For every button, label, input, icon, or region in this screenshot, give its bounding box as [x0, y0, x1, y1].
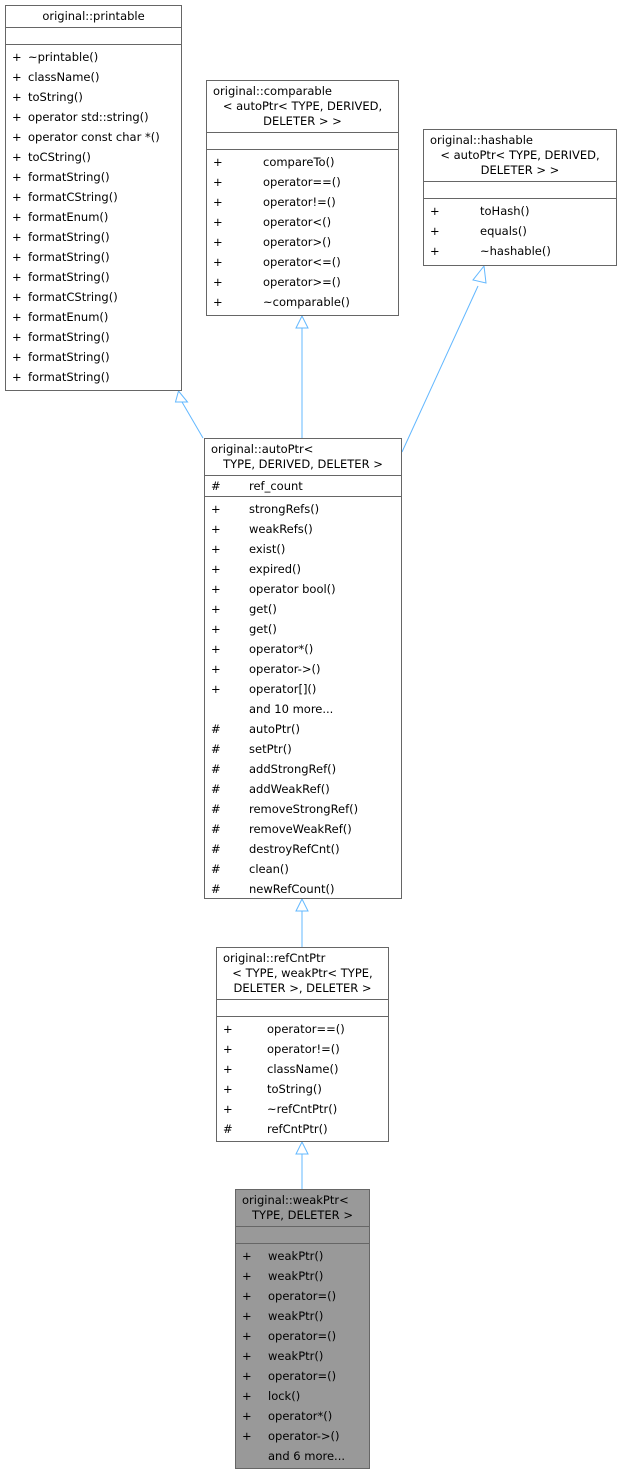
method-name: className() — [267, 1062, 339, 1076]
class-title — [424, 130, 616, 182]
visibility-marker: + — [242, 1249, 252, 1263]
visibility-marker — [211, 699, 231, 719]
method-name: strongRefs() — [249, 502, 320, 516]
visibility-marker: + — [12, 150, 22, 164]
method-row[interactable] — [205, 619, 401, 639]
visibility-marker: + — [12, 330, 22, 344]
visibility-marker: + — [12, 170, 22, 184]
method-name: newRefCount() — [249, 882, 335, 896]
method-name: ~printable() — [28, 50, 99, 64]
methods-section — [424, 199, 616, 261]
visibility-marker: + — [213, 175, 223, 189]
method-name: operator==() — [267, 1022, 345, 1036]
method-name: refCntPtr() — [267, 1122, 328, 1136]
visibility-marker: # — [211, 742, 221, 756]
visibility-marker: + — [12, 270, 22, 284]
visibility-marker: + — [12, 310, 22, 324]
visibility-marker: + — [12, 90, 22, 104]
method-name: className() — [28, 70, 100, 84]
visibility-marker: + — [211, 662, 221, 676]
method-name: formatCString() — [28, 190, 118, 204]
methods-section — [236, 1244, 369, 1466]
methods-section — [205, 497, 401, 899]
visibility-marker — [242, 1446, 256, 1466]
method-row[interactable] — [236, 1326, 369, 1346]
visibility-marker: # — [211, 882, 221, 896]
method-row[interactable] — [424, 201, 616, 221]
method-row[interactable] — [205, 559, 401, 579]
method-row[interactable] — [205, 879, 401, 899]
visibility-marker: + — [211, 582, 221, 596]
method-row[interactable] — [207, 192, 398, 212]
attributes-section — [424, 182, 616, 199]
method-row[interactable] — [205, 539, 401, 559]
visibility-marker: + — [242, 1269, 252, 1283]
method-name: autoPtr() — [249, 722, 301, 736]
method-row[interactable] — [205, 699, 401, 719]
visibility-marker: # — [211, 842, 221, 856]
arrowhead-refCntPtr — [296, 1142, 308, 1154]
class-title-line: < TYPE, weakPtr< TYPE, — [232, 966, 373, 980]
method-name: weakPtr() — [268, 1249, 324, 1263]
method-row[interactable] — [236, 1346, 369, 1366]
method-row[interactable] — [205, 859, 401, 879]
visibility-marker: # — [223, 1122, 233, 1136]
visibility-marker: + — [213, 155, 223, 169]
method-row[interactable] — [217, 1079, 388, 1099]
method-row[interactable] — [217, 1099, 388, 1119]
visibility-marker: # — [211, 862, 221, 876]
method-row[interactable] — [205, 799, 401, 819]
visibility-marker: + — [213, 295, 223, 309]
visibility-marker: # — [211, 782, 221, 796]
visibility-marker: + — [12, 50, 22, 64]
visibility-marker: + — [12, 210, 22, 224]
method-row[interactable] — [6, 327, 181, 347]
visibility-marker: + — [211, 522, 221, 536]
method-row[interactable] — [217, 1019, 388, 1039]
visibility-marker: + — [211, 602, 221, 616]
visibility-marker: + — [12, 250, 22, 264]
method-row[interactable] — [205, 779, 401, 799]
class-title-line: DELETER > > — [480, 163, 560, 177]
method-row[interactable] — [207, 152, 398, 172]
method-name: lock() — [268, 1389, 301, 1403]
method-name: toString() — [267, 1082, 322, 1096]
edge-hashable-autoPtr — [402, 286, 478, 452]
visibility-marker: + — [430, 204, 440, 218]
attributes-section — [6, 28, 181, 45]
method-row[interactable] — [205, 819, 401, 839]
methods-section — [6, 45, 181, 387]
method-row[interactable] — [236, 1366, 369, 1386]
class-autoPtr[interactable] — [204, 438, 402, 899]
method-row[interactable] — [236, 1306, 369, 1326]
method-row[interactable] — [6, 367, 181, 387]
visibility-marker: + — [213, 275, 223, 289]
class-title — [6, 6, 181, 28]
method-name: operator std::string() — [28, 110, 149, 124]
method-row[interactable] — [236, 1406, 369, 1426]
method-name: clean() — [249, 862, 289, 876]
method-name: operator->() — [249, 662, 321, 676]
class-title — [207, 81, 398, 133]
visibility-marker: + — [12, 230, 22, 244]
method-name: ~refCntPtr() — [267, 1102, 338, 1116]
method-row[interactable] — [6, 267, 181, 287]
visibility-marker: + — [213, 235, 223, 249]
visibility-marker: # — [211, 762, 221, 776]
method-row[interactable] — [205, 639, 401, 659]
visibility-marker: # — [211, 822, 221, 836]
attributes-section — [205, 476, 401, 497]
arrowhead-hashable — [473, 266, 486, 283]
class-weakPtr[interactable] — [235, 1189, 370, 1469]
method-name: operator bool() — [249, 582, 336, 596]
visibility-marker: + — [223, 1102, 233, 1116]
method-row[interactable] — [424, 241, 616, 261]
visibility-marker: + — [211, 502, 221, 516]
method-row[interactable] — [6, 167, 181, 187]
method-name: operator<() — [263, 215, 332, 229]
method-name: weakRefs() — [249, 522, 313, 536]
method-row[interactable] — [217, 1059, 388, 1079]
method-name: and 10 more... — [249, 702, 334, 716]
method-row[interactable] — [207, 212, 398, 232]
method-name: removeWeakRef() — [249, 822, 352, 836]
method-name: formatString() — [28, 250, 110, 264]
class-title-line: original::printable — [42, 9, 145, 23]
method-name: formatEnum() — [28, 310, 109, 324]
class-title-line: original::weakPtr< — [242, 1193, 349, 1207]
visibility-marker: + — [242, 1389, 252, 1403]
method-row[interactable] — [236, 1426, 369, 1446]
visibility-marker: + — [242, 1409, 252, 1423]
attributes-section — [217, 1000, 388, 1017]
arrowhead-printable — [176, 391, 188, 402]
method-row[interactable] — [6, 107, 181, 127]
method-name: operator==() — [263, 175, 341, 189]
method-row[interactable] — [6, 127, 181, 147]
attribute-row[interactable] — [205, 476, 401, 496]
method-row[interactable] — [205, 759, 401, 779]
method-name: compareTo() — [263, 155, 335, 169]
visibility-marker: + — [430, 244, 440, 258]
method-name: weakPtr() — [268, 1269, 324, 1283]
attributes-section — [236, 1227, 369, 1244]
method-name: destroyRefCnt() — [249, 842, 340, 856]
method-row[interactable] — [6, 247, 181, 267]
method-row[interactable] — [6, 47, 181, 67]
visibility-marker: + — [211, 542, 221, 556]
class-title-line: original::autoPtr< — [211, 442, 314, 456]
class-hashable[interactable] — [423, 129, 617, 266]
method-name: addWeakRef() — [249, 782, 330, 796]
method-row[interactable] — [424, 221, 616, 241]
method-row[interactable] — [236, 1286, 369, 1306]
method-name: operator=() — [268, 1329, 337, 1343]
method-row[interactable] — [207, 292, 398, 312]
visibility-marker: + — [12, 130, 22, 144]
visibility-marker: # — [211, 479, 221, 493]
method-name: removeStrongRef() — [249, 802, 359, 816]
visibility-marker: + — [223, 1022, 233, 1036]
method-name: operator const char *() — [28, 130, 160, 144]
methods-section — [217, 1017, 388, 1139]
method-name: formatString() — [28, 330, 110, 344]
method-name: operator>() — [263, 235, 332, 249]
visibility-marker: + — [223, 1082, 233, 1096]
method-name: formatString() — [28, 350, 110, 364]
arrowhead-autoPtr — [296, 899, 308, 911]
method-name: formatEnum() — [28, 210, 109, 224]
visibility-marker: + — [211, 622, 221, 636]
method-name: formatString() — [28, 370, 110, 384]
visibility-marker: + — [242, 1369, 252, 1383]
method-row[interactable] — [205, 719, 401, 739]
class-title-line: DELETER > > — [263, 114, 342, 128]
class-title — [217, 948, 388, 1000]
method-name: ~comparable() — [263, 295, 350, 309]
attribute-name: ref_count — [249, 479, 303, 493]
method-name: operator!=() — [263, 195, 336, 209]
arrowhead-comparable — [296, 316, 308, 328]
methods-section — [207, 150, 398, 312]
visibility-marker: + — [242, 1349, 252, 1363]
method-name: addStrongRef() — [249, 762, 337, 776]
method-row[interactable] — [207, 172, 398, 192]
method-row[interactable] — [205, 599, 401, 619]
method-row[interactable] — [6, 147, 181, 167]
edge-printable-autoPtr — [182, 402, 203, 438]
class-title-line: < autoPtr< TYPE, DERIVED, — [222, 99, 383, 113]
method-row[interactable] — [217, 1039, 388, 1059]
visibility-marker: + — [242, 1309, 252, 1323]
visibility-marker: + — [211, 562, 221, 576]
method-row[interactable] — [236, 1446, 369, 1466]
method-row[interactable] — [205, 659, 401, 679]
visibility-marker: + — [213, 255, 223, 269]
method-row[interactable] — [205, 839, 401, 859]
method-name: operator*() — [268, 1409, 333, 1423]
visibility-marker: + — [242, 1429, 252, 1443]
method-name: operator>=() — [263, 275, 341, 289]
method-row[interactable] — [207, 272, 398, 292]
visibility-marker: + — [223, 1042, 233, 1056]
method-name: formatString() — [28, 230, 110, 244]
method-name: weakPtr() — [268, 1309, 324, 1323]
visibility-marker: + — [223, 1062, 233, 1076]
method-row[interactable] — [6, 67, 181, 87]
visibility-marker: + — [213, 215, 223, 229]
visibility-marker: + — [242, 1329, 252, 1343]
method-name: weakPtr() — [268, 1349, 324, 1363]
method-name: operator=() — [268, 1369, 337, 1383]
method-name: expired() — [249, 562, 301, 576]
class-title-line: TYPE, DERIVED, DELETER > — [223, 457, 383, 471]
class-title-line: DELETER >, DELETER > — [233, 981, 372, 995]
method-name: equals() — [480, 224, 527, 238]
visibility-marker: + — [211, 642, 221, 656]
method-name: operator=() — [268, 1289, 337, 1303]
visibility-marker: + — [211, 682, 221, 696]
method-row[interactable] — [236, 1246, 369, 1266]
visibility-marker: + — [12, 350, 22, 364]
method-name: toCString() — [28, 150, 91, 164]
method-name: get() — [249, 622, 277, 636]
method-row[interactable] — [207, 232, 398, 252]
visibility-marker: + — [12, 190, 22, 204]
visibility-marker: # — [211, 722, 221, 736]
method-row[interactable] — [205, 739, 401, 759]
method-row[interactable] — [236, 1266, 369, 1286]
method-row[interactable] — [6, 307, 181, 327]
visibility-marker: + — [12, 370, 22, 384]
method-name: formatCString() — [28, 290, 118, 304]
class-title — [236, 1190, 369, 1227]
method-name: ~hashable() — [480, 244, 551, 258]
method-row[interactable] — [6, 287, 181, 307]
method-name: and 6 more... — [268, 1449, 346, 1463]
method-name: formatString() — [28, 170, 110, 184]
attributes-section — [207, 133, 398, 150]
method-name: operator<=() — [263, 255, 341, 269]
method-name: formatString() — [28, 270, 110, 284]
method-row[interactable] — [217, 1119, 388, 1139]
method-name: setPtr() — [249, 742, 292, 756]
method-row[interactable] — [236, 1386, 369, 1406]
visibility-marker: # — [211, 802, 221, 816]
class-title — [205, 439, 401, 476]
method-name: operator*() — [249, 642, 314, 656]
class-title-line: TYPE, DELETER > — [252, 1208, 353, 1222]
visibility-marker: + — [12, 110, 22, 124]
method-name: toHash() — [480, 204, 530, 218]
method-row[interactable] — [6, 87, 181, 107]
visibility-marker: + — [242, 1289, 252, 1303]
method-name: toString() — [28, 90, 83, 104]
method-name: operator[]() — [249, 682, 317, 696]
visibility-marker: + — [12, 290, 22, 304]
method-row[interactable] — [205, 499, 401, 519]
method-row[interactable] — [207, 252, 398, 272]
method-row[interactable] — [6, 347, 181, 367]
class-printable[interactable] — [5, 5, 182, 391]
method-name: get() — [249, 602, 277, 616]
method-name: exist() — [249, 542, 286, 556]
class-comparable[interactable] — [206, 80, 399, 316]
class-title-line: original::refCntPtr — [223, 951, 326, 965]
method-row[interactable] — [6, 187, 181, 207]
visibility-marker: + — [12, 70, 22, 84]
class-title-line: original::comparable — [213, 84, 332, 98]
method-name: operator!=() — [267, 1042, 340, 1056]
class-title-line: original::hashable — [430, 133, 533, 147]
method-row[interactable] — [6, 227, 181, 247]
method-name: operator->() — [268, 1429, 340, 1443]
method-row[interactable] — [205, 519, 401, 539]
method-row[interactable] — [6, 207, 181, 227]
method-row[interactable] — [205, 679, 401, 699]
method-row[interactable] — [205, 579, 401, 599]
visibility-marker: + — [213, 195, 223, 209]
class-title-line: < autoPtr< TYPE, DERIVED, — [440, 148, 600, 162]
class-refCntPtr[interactable] — [216, 947, 389, 1142]
visibility-marker: + — [430, 224, 440, 238]
